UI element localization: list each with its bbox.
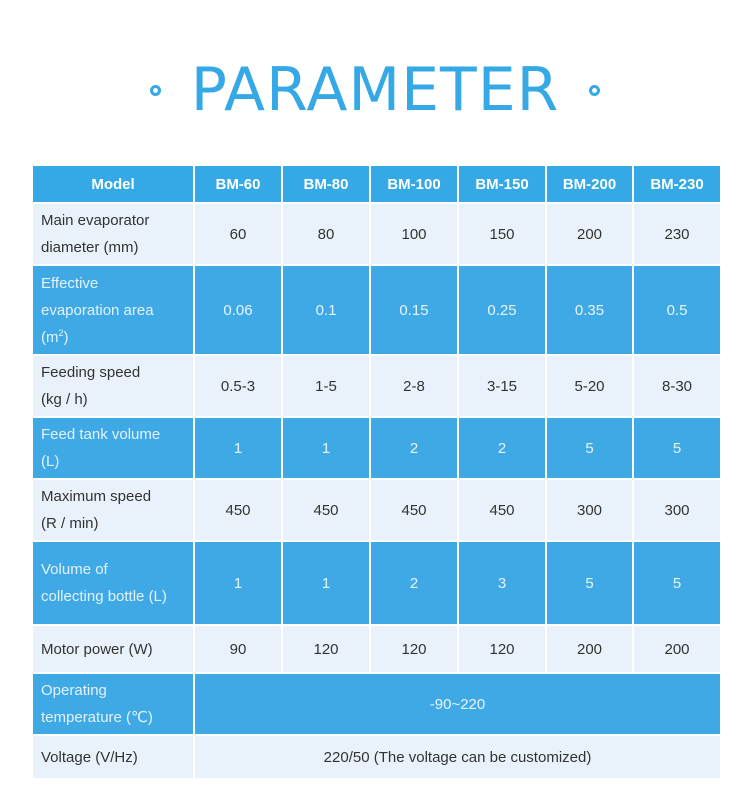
value-cell: 5 — [633, 417, 721, 479]
value-cell: 230 — [633, 203, 721, 265]
table-row — [32, 541, 721, 625]
value-cell: 300 — [633, 479, 721, 541]
value-cell: 90 — [194, 625, 282, 673]
header-cell-bm-200: BM-200 — [546, 165, 633, 203]
value-cell: 0.5 — [633, 265, 721, 355]
value-cell: 3-15 — [458, 355, 546, 417]
row-label: Voltage (V/Hz) — [32, 735, 194, 779]
merged-value-cell: -90~220 — [194, 673, 721, 735]
header-cell-bm-100: BM-100 — [370, 165, 458, 203]
row-label: Main evaporator diameter (mm) — [32, 203, 194, 265]
circle-ornament-left-icon — [150, 85, 161, 96]
table-row — [32, 479, 721, 541]
value-cell: 2 — [370, 417, 458, 479]
value-cell: 0.1 — [282, 265, 370, 355]
row-label: Maximum speed (R / min) — [32, 479, 194, 541]
header-cell-bm-230: BM-230 — [633, 165, 721, 203]
table-row — [32, 203, 721, 265]
header-cell-bm-150: BM-150 — [458, 165, 546, 203]
table-row — [32, 735, 721, 779]
value-cell: 1 — [282, 417, 370, 479]
value-cell: 100 — [370, 203, 458, 265]
value-cell: 0.25 — [458, 265, 546, 355]
value-cell: 0.5-3 — [194, 355, 282, 417]
value-cell: 5 — [546, 417, 633, 479]
row-label: Effective evaporation area $(m^2)$ — [32, 265, 194, 355]
value-cell: 200 — [633, 625, 721, 673]
value-cell: 1 — [282, 541, 370, 625]
row-label: Feeding speed (kg / h) — [32, 355, 194, 417]
header-cell-bm-60: BM-60 — [194, 165, 282, 203]
row-label: Feed tank volume (L) — [32, 417, 194, 479]
value-cell: 0.35 — [546, 265, 633, 355]
value-cell: 2 — [458, 417, 546, 479]
table-row — [32, 417, 721, 479]
value-cell: 2 — [370, 541, 458, 625]
table-row — [32, 355, 721, 417]
row-label: Operating temperature (℃) — [32, 673, 194, 735]
parameter-table — [31, 164, 722, 780]
value-cell: 450 — [282, 479, 370, 541]
value-cell: 5-20 — [546, 355, 633, 417]
merged-value-cell: 220/50 (The voltage can be customized) — [194, 735, 721, 779]
value-cell: 3 — [458, 541, 546, 625]
table-row — [32, 625, 721, 673]
value-cell: 450 — [458, 479, 546, 541]
value-cell: 300 — [546, 479, 633, 541]
value-cell: 450 — [194, 479, 282, 541]
value-cell: 5 — [546, 541, 633, 625]
value-cell: 0.06 — [194, 265, 282, 355]
header-cell-bm-80: BM-80 — [282, 165, 370, 203]
value-cell: 1 — [194, 417, 282, 479]
row-label: Volume of collecting bottle (L) — [32, 541, 194, 625]
header-row — [32, 165, 721, 203]
title-bar — [0, 50, 750, 130]
value-cell: 120 — [458, 625, 546, 673]
value-cell: 450 — [370, 479, 458, 541]
value-cell: 120 — [370, 625, 458, 673]
value-cell: 200 — [546, 625, 633, 673]
value-cell: 1-5 — [282, 355, 370, 417]
value-cell: 5 — [633, 541, 721, 625]
value-cell: 80 — [282, 203, 370, 265]
value-cell: 120 — [282, 625, 370, 673]
value-cell: 150 — [458, 203, 546, 265]
page-title: PARAMETER — [190, 55, 560, 125]
value-cell: 2-8 — [370, 355, 458, 417]
value-cell: 1 — [194, 541, 282, 625]
table-row — [32, 265, 721, 355]
row-label: Motor power (W) — [32, 625, 194, 673]
table-row — [32, 673, 721, 735]
value-cell: 8-30 — [633, 355, 721, 417]
value-cell: 60 — [194, 203, 282, 265]
header-cell-model: Model — [32, 165, 194, 203]
value-cell: 200 — [546, 203, 633, 265]
value-cell: 0.15 — [370, 265, 458, 355]
circle-ornament-right-icon — [589, 85, 600, 96]
